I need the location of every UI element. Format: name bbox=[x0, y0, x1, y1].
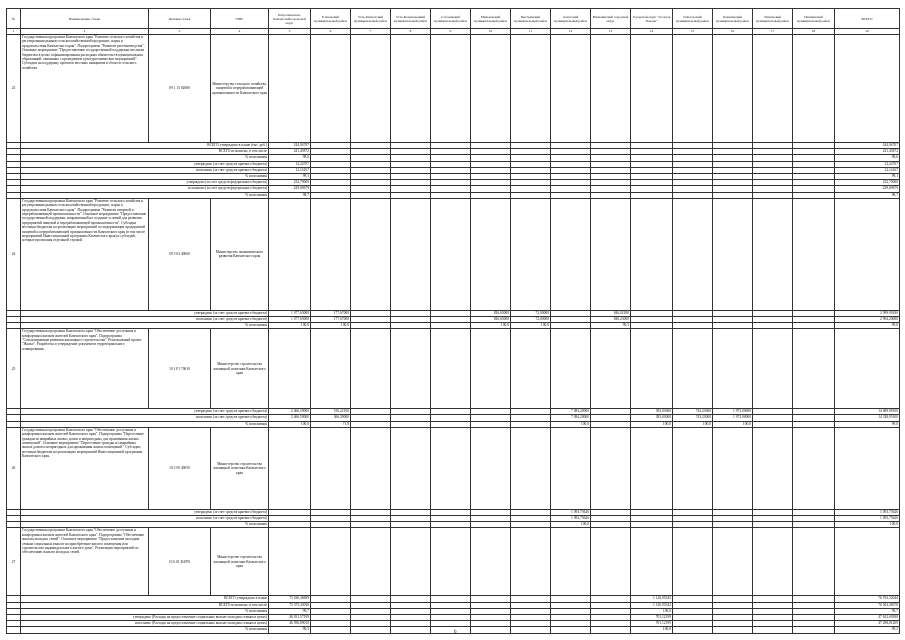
empty-cell bbox=[835, 198, 900, 310]
amount-cell: 177,67000 bbox=[311, 310, 351, 316]
empty-cell bbox=[269, 528, 311, 596]
amount-cell: 743,23000 bbox=[673, 415, 713, 421]
amount-cell bbox=[391, 627, 431, 633]
empty-cell bbox=[351, 528, 391, 596]
total-cell: 1 093,75626 bbox=[835, 509, 900, 515]
empty-cell bbox=[713, 329, 753, 409]
column-header: Петропавловск-Камчатский городской округ bbox=[269, 9, 311, 29]
amount-label: исполнено (за счет средств краевого бюджета) bbox=[21, 167, 269, 173]
column-header: Усть-Большерецкий муниципальный район bbox=[391, 9, 431, 29]
empty-cell bbox=[753, 35, 793, 143]
empty-cell bbox=[793, 528, 835, 596]
total-cell: 47 632,69398 bbox=[835, 614, 900, 620]
empty-cell bbox=[391, 427, 431, 509]
empty-cell bbox=[511, 528, 551, 596]
amount-cell: 100,0 bbox=[511, 323, 551, 329]
column-index: 4 bbox=[211, 29, 269, 35]
column-header: Городской округ "поселок Палана" bbox=[631, 9, 673, 29]
empty-cell bbox=[591, 427, 631, 509]
program-row bbox=[7, 528, 900, 596]
empty-cell bbox=[511, 35, 551, 143]
amount-cell: 98,7 bbox=[269, 192, 311, 198]
amount-cell: 826,65000 bbox=[471, 310, 511, 316]
amount-cell: 100,0 bbox=[631, 421, 673, 427]
empty-cell bbox=[471, 198, 511, 310]
program-description: Государственная программа Камчатского края "Обеспечение доступным и комфортным жильем жителей Камчатского края". Подпрограмма "Стимулирование развития жилищного строительства". Региональный проект "Жилье". Разработка и утверждение документов территориального планирования. bbox=[21, 329, 149, 409]
total-cell: 1 093,75626 bbox=[835, 516, 900, 522]
empty-cell bbox=[391, 35, 431, 143]
program-row bbox=[7, 35, 900, 143]
program-description: Государственная программа Камчатского края "Развитие сельского хозяйства и регулирования рынков сельскохозяйственной продукции, сырья и продовольствия Камчатского края". Подпрограмма "Развитие пищевой и перерабатывающей промышленности". Основное мероприятие "Предоставление государственной поддержки, направленной на создание условий для развития предприятий пищевой и перерабатывающей промышленности". Субсидии местным бюджетам на реализацию мероприятий по модернизации предприятий пищевой и перерабатывающей промышленности Камчатского края (в том числе мероприятий Инвестиционной программы Камчатского края) и субсидий, которые прописаны отдельной строкой. bbox=[21, 198, 149, 310]
amount-cell: 840,23000 bbox=[591, 316, 631, 322]
empty-cell bbox=[471, 427, 511, 509]
total-cell: 232,70000 bbox=[835, 180, 900, 186]
program-row bbox=[7, 329, 900, 409]
empty-cell bbox=[391, 329, 431, 409]
empty-cell bbox=[511, 329, 551, 409]
row-number: 24 bbox=[7, 198, 21, 310]
column-index: 13 bbox=[591, 29, 631, 35]
empty-cell bbox=[431, 35, 471, 143]
amount-cell: 100,0 bbox=[551, 522, 591, 528]
total-cell: 14 328,95100 bbox=[835, 415, 900, 421]
total-cell: 12,14167 bbox=[835, 167, 900, 173]
amount-cell: 701,12199 bbox=[631, 614, 673, 620]
empty-cell bbox=[793, 198, 835, 310]
amount-cell: 98,6 bbox=[269, 155, 311, 161]
total-cell: 2 994,20000 bbox=[835, 316, 900, 322]
amount-label: исполнено (за счет средств федерального бюджета) bbox=[21, 186, 269, 192]
amount-cell: 71,8 bbox=[311, 421, 351, 427]
amount-label: утверждено (за счет средств краевого бюджета) bbox=[21, 509, 269, 515]
empty-cell bbox=[713, 427, 753, 509]
amount-label: % исполнения bbox=[21, 627, 269, 633]
total-cell: 98,7 bbox=[835, 192, 900, 198]
column-header: Вилючинский городской округ bbox=[591, 9, 631, 29]
column-header: Пенжинский муниципальный район bbox=[793, 9, 835, 29]
column-index: 7 bbox=[351, 29, 391, 35]
amount-label: утверждено (за счет средств краевого бюджета) bbox=[21, 409, 269, 415]
column-index: 16 bbox=[713, 29, 753, 35]
total-cell: 241,43872 bbox=[835, 149, 900, 155]
amount-label: утверждено (за счет средств краевого бюджета) bbox=[21, 310, 269, 316]
amount-cell: 99,3 bbox=[591, 323, 631, 329]
amount-cell: 826,65000 bbox=[471, 316, 511, 322]
total-cell: 99,1 bbox=[835, 173, 900, 179]
empty-cell bbox=[351, 35, 391, 143]
empty-cell bbox=[311, 329, 351, 409]
empty-cell bbox=[311, 427, 351, 509]
empty-cell bbox=[351, 198, 391, 310]
total-cell: 14 089,99100 bbox=[835, 409, 900, 415]
empty-cell bbox=[311, 35, 351, 143]
empty-cell bbox=[713, 198, 753, 310]
total-cell: 2 999,99180 bbox=[835, 310, 900, 316]
amount-cell: 99,1 bbox=[269, 173, 311, 179]
amount-cell bbox=[551, 627, 591, 633]
total-cell: 100,0 bbox=[835, 522, 900, 528]
amount-cell: 1 093,75626 bbox=[551, 509, 591, 515]
amount-cell bbox=[311, 627, 351, 633]
empty-cell bbox=[511, 427, 551, 509]
column-header: Мильковский муниципальный район bbox=[471, 9, 511, 29]
column-index: 17 bbox=[753, 29, 793, 35]
column-header: Усть-Камчатский муниципальный район bbox=[351, 9, 391, 29]
empty-cell bbox=[551, 35, 591, 143]
empty-cell bbox=[835, 329, 900, 409]
amount-cell: 12,14167 bbox=[269, 167, 311, 173]
amount-label: исполнено (за счет средств краевого бюджета) bbox=[21, 516, 269, 522]
amount-cell bbox=[673, 627, 713, 633]
amount-cell: 510,22100 bbox=[311, 409, 351, 415]
total-cell: 99,7 bbox=[835, 608, 900, 614]
empty-cell bbox=[753, 329, 793, 409]
empty-cell bbox=[311, 528, 351, 596]
column-index: 14 bbox=[631, 29, 673, 35]
empty-cell bbox=[351, 329, 391, 409]
amount-label: утверждено (Расходы на предоставление социальных выплат молодым семьям в целях) bbox=[21, 614, 269, 620]
amount-label: ВСЕГО утверждено в плане (тыс. руб.) bbox=[21, 143, 269, 149]
empty-cell bbox=[431, 198, 471, 310]
empty-cell bbox=[793, 427, 835, 509]
amount-cell: 72,00000 bbox=[511, 316, 551, 322]
empty-cell bbox=[673, 329, 713, 409]
program-row bbox=[7, 427, 900, 509]
total-cell: 244,94707 bbox=[835, 143, 900, 149]
empty-cell bbox=[591, 35, 631, 143]
amount-cell bbox=[591, 627, 631, 633]
amount-cell: 100,0 bbox=[269, 421, 311, 427]
column-index: 8 bbox=[391, 29, 431, 35]
amount-cell: 7 084,20000 bbox=[551, 415, 591, 421]
column-index: 10 bbox=[471, 29, 511, 35]
amount-cell: 383,03000 bbox=[631, 409, 673, 415]
amount-label: утверждено (за счет средств федерального бюджета) bbox=[21, 180, 269, 186]
amount-cell: 846,02180 bbox=[591, 310, 631, 316]
amount-cell: 2 466,50000 bbox=[269, 415, 311, 421]
empty-cell bbox=[835, 35, 900, 143]
empty-cell bbox=[753, 198, 793, 310]
header-row bbox=[7, 9, 900, 29]
amount-row bbox=[7, 627, 900, 633]
amount-label: % исполнения bbox=[21, 608, 269, 614]
amount-cell: 100,0 bbox=[631, 608, 673, 614]
amount-cell: 366,39000 bbox=[311, 415, 351, 421]
column-index: 1 bbox=[7, 29, 21, 35]
total-cell: 47 298,01209 bbox=[835, 621, 900, 627]
empty-cell bbox=[551, 329, 591, 409]
column-header: ГРБС bbox=[211, 9, 269, 29]
empty-cell bbox=[391, 528, 431, 596]
page-number: 6 bbox=[454, 630, 457, 635]
empty-cell bbox=[591, 198, 631, 310]
empty-cell bbox=[631, 329, 673, 409]
empty-cell bbox=[835, 528, 900, 596]
column-header: Тигильский муниципальный район bbox=[753, 9, 793, 29]
column-header: Наименование статьи bbox=[21, 9, 149, 29]
amount-label: % исполнения bbox=[21, 522, 269, 528]
empty-cell bbox=[631, 528, 673, 596]
amount-cell: 46 596,89010 bbox=[269, 621, 311, 627]
target-code: 09 1 13 02680 bbox=[149, 35, 211, 143]
empty-cell bbox=[631, 198, 673, 310]
amount-cell: 46 931,57199 bbox=[269, 614, 311, 620]
empty-cell bbox=[793, 329, 835, 409]
empty-cell bbox=[269, 198, 311, 310]
column-index: 15 bbox=[673, 29, 713, 35]
empty-cell bbox=[269, 329, 311, 409]
grbs-name: Министерство экономического развития Камчатского края bbox=[211, 198, 269, 310]
amount-cell bbox=[511, 627, 551, 633]
empty-cell bbox=[471, 329, 511, 409]
row-number: 26 bbox=[7, 427, 21, 509]
amount-label: исполнено (за счет средств краевого бюджета) bbox=[21, 415, 269, 421]
amount-cell: 75 636,36699 bbox=[269, 596, 311, 602]
amount-label: ВСЕГО исполнено, в том числе bbox=[21, 149, 269, 155]
column-index: 5 bbox=[269, 29, 311, 35]
column-index: 11 bbox=[511, 29, 551, 35]
amount-cell bbox=[351, 627, 391, 633]
amount-cell bbox=[753, 627, 793, 633]
budget-table bbox=[6, 8, 900, 634]
amount-cell: 100,0 bbox=[673, 421, 713, 427]
program-description: Государственная программа Камчатского края "Развитие сельского хозяйства и регулирования рынков сельскохозяйственной продукции, сырья и продовольствия Камчатского края". Подпрограмма "Развитие растениеводства". Основное мероприятие "Предоставление государственной поддержки местным бюджетам в целях софинансирования расходных обязательств муниципальных образований, связанных с проведением культуртехнических мероприятий". Субсидии на поддержку проектов местных инициатив в области сельского хозяйства. bbox=[21, 35, 149, 143]
empty-cell bbox=[673, 198, 713, 310]
column-index: 9 bbox=[431, 29, 471, 35]
amount-cell: 1 126,95342 bbox=[631, 602, 673, 608]
column-header: ВСЕГО bbox=[835, 9, 900, 29]
empty-cell bbox=[673, 35, 713, 143]
amount-cell: 232,70000 bbox=[269, 180, 311, 186]
empty-cell bbox=[431, 427, 471, 509]
column-header: № bbox=[7, 9, 21, 29]
row-number: 23 bbox=[7, 35, 21, 143]
empty-cell bbox=[631, 35, 673, 143]
amount-cell bbox=[793, 627, 835, 633]
empty-cell bbox=[471, 528, 511, 596]
total-cell: 99,3 bbox=[835, 627, 900, 633]
amount-cell bbox=[431, 627, 471, 633]
amount-cell: 100,0 bbox=[269, 323, 311, 329]
amount-cell bbox=[713, 627, 753, 633]
amount-cell: 99,3 bbox=[269, 627, 311, 633]
grbs-name: Министерство сельского хозяйства, пищевой и перерабатывающей промышленности Камчатского края bbox=[211, 35, 269, 143]
amount-cell: 229,69679 bbox=[269, 186, 311, 192]
empty-cell bbox=[431, 528, 471, 596]
column-index: 6 bbox=[311, 29, 351, 35]
column-index: 3 bbox=[149, 29, 211, 35]
empty-cell bbox=[269, 35, 311, 143]
row-number: 25 bbox=[7, 329, 21, 409]
empty-cell bbox=[835, 427, 900, 509]
empty-cell bbox=[591, 329, 631, 409]
total-cell: 229,69679 bbox=[835, 186, 900, 192]
target-code: 10 1 F1 70610 bbox=[149, 329, 211, 409]
target-code: 10 6 01 R4970 bbox=[149, 528, 211, 596]
amount-cell: 1 093,75626 bbox=[551, 516, 591, 522]
amount-cell: 100,0 bbox=[311, 323, 351, 329]
target-code: 10 5 00 40050 bbox=[149, 427, 211, 509]
total-cell: 76 763,32044 bbox=[835, 596, 900, 602]
empty-cell bbox=[269, 427, 311, 509]
total-cell: 98,6 bbox=[835, 155, 900, 161]
program-row bbox=[7, 198, 900, 310]
amount-cell: 1 077,65000 bbox=[269, 310, 311, 316]
column-header: Карагинский муниципальный район bbox=[713, 9, 753, 29]
column-header: Олюторский муниципальный район bbox=[673, 9, 713, 29]
empty-cell bbox=[673, 528, 713, 596]
empty-cell bbox=[551, 198, 591, 310]
amount-label: утверждено (за счет средств краевого бюджета) bbox=[21, 161, 269, 167]
empty-cell bbox=[713, 35, 753, 143]
row-number: 27 bbox=[7, 528, 21, 596]
grbs-name: Министерство строительства жилищной политики Камчатского края bbox=[211, 329, 269, 409]
empty-cell bbox=[511, 198, 551, 310]
amount-cell: 701,12199 bbox=[631, 621, 673, 627]
amount-label: % исполнения bbox=[21, 155, 269, 161]
amount-label: % исполнения bbox=[21, 323, 269, 329]
amount-cell: 100,0 bbox=[631, 627, 673, 633]
empty-cell bbox=[793, 35, 835, 143]
amount-label: % исполнения bbox=[21, 173, 269, 179]
empty-cell bbox=[311, 198, 351, 310]
empty-cell bbox=[673, 427, 713, 509]
column-index: 2 bbox=[21, 29, 149, 35]
amount-cell: 2 466,50000 bbox=[269, 409, 311, 415]
amount-cell: 244,94707 bbox=[269, 143, 311, 149]
empty-cell bbox=[471, 35, 511, 143]
amount-cell: 1 077,65000 bbox=[269, 316, 311, 322]
empty-cell bbox=[551, 427, 591, 509]
amount-cell: 12,24707 bbox=[269, 161, 311, 167]
amount-cell: 75 375,43036 bbox=[269, 602, 311, 608]
document-page bbox=[6, 8, 899, 635]
grbs-name: Министерство строительства жилищной политики Камчатского края bbox=[211, 427, 269, 509]
empty-cell bbox=[431, 329, 471, 409]
amount-cell: 743,23000 bbox=[673, 409, 713, 415]
amount-label: ВСЕГО утверждено в плане bbox=[21, 596, 269, 602]
column-header: Елизовский муниципальный район bbox=[311, 9, 351, 29]
amount-label: ВСЕГО исполнено, в том числе bbox=[21, 602, 269, 608]
empty-cell bbox=[391, 198, 431, 310]
column-index: 18 bbox=[793, 29, 835, 35]
column-header: Быстринский муниципальный район bbox=[511, 9, 551, 29]
empty-cell bbox=[351, 427, 391, 509]
amount-cell: 383,03000 bbox=[631, 415, 673, 421]
empty-cell bbox=[753, 427, 793, 509]
amount-cell bbox=[471, 627, 511, 633]
amount-cell: 100,0 bbox=[713, 421, 753, 427]
empty-cell bbox=[7, 627, 21, 633]
amount-cell: 1 973,00000 bbox=[713, 409, 753, 415]
empty-cell bbox=[713, 528, 753, 596]
amount-cell: 7 084,20000 bbox=[551, 409, 591, 415]
column-header: Целевая статья bbox=[149, 9, 211, 29]
amount-label: % исполнения bbox=[21, 421, 269, 427]
amount-cell: 99,7 bbox=[269, 608, 311, 614]
amount-cell: 241,43872 bbox=[269, 149, 311, 155]
amount-cell: 100,0 bbox=[471, 323, 511, 329]
amount-label: исполнено (Расходы на предоставление социальных выплат молодым семьям в целях) bbox=[21, 621, 269, 627]
empty-cell bbox=[753, 528, 793, 596]
amount-cell: 100,0 bbox=[551, 421, 591, 427]
empty-cell bbox=[591, 528, 631, 596]
amount-label: исполнено (за счет средств краевого бюджета) bbox=[21, 316, 269, 322]
column-header: Соболевский муниципальный район bbox=[431, 9, 471, 29]
grbs-name: Министерство строительства жилищной политики Камчатского края bbox=[211, 528, 269, 596]
empty-cell bbox=[551, 528, 591, 596]
total-cell: 12,24707 bbox=[835, 161, 900, 167]
target-code: 09 3 03 40060 bbox=[149, 198, 211, 310]
empty-cell bbox=[631, 427, 673, 509]
program-description: Государственная программа Камчатского края "Обеспечение доступным и комфортным жильем жителей Камчатского края". Подпрограмма "Обеспечение жильем молодых семей". Основное мероприятие "Предоставление молодым семьям социальных выплат на приобретение жилого помещения или строительство индивидуального жилого дома". Реализация мероприятий по обеспечению жильем молодых семей. bbox=[21, 528, 149, 596]
total-cell: 76 502,38378 bbox=[835, 602, 900, 608]
program-description: Государственная программа Камчатского края "Обеспечение доступным и комфортным жильем жителей Камчатского края". Подпрограмма "Переселение граждан из аварийных жилых домов и непригодных для проживания жилых помещений". Основное мероприятие "Переселение граждан из аварийных жилых домов и непригодных для проживания жилых помещений". Субсидии местным бюджетам на реализацию мероприятий Инвестиционной программы Камчатского края. bbox=[21, 427, 149, 509]
total-cell: 99,0 bbox=[835, 421, 900, 427]
amount-cell: 1 126,95345 bbox=[631, 596, 673, 602]
column-index: 19 bbox=[835, 29, 900, 35]
amount-label: % исполнения bbox=[21, 192, 269, 198]
total-cell: 99,8 bbox=[835, 323, 900, 329]
column-header: Алеутский муниципальный район bbox=[551, 9, 591, 29]
amount-cell: 72,00000 bbox=[511, 310, 551, 316]
amount-cell: 177,67000 bbox=[311, 316, 351, 322]
column-index: 12 bbox=[551, 29, 591, 35]
amount-cell: 1 973,00000 bbox=[713, 415, 753, 421]
